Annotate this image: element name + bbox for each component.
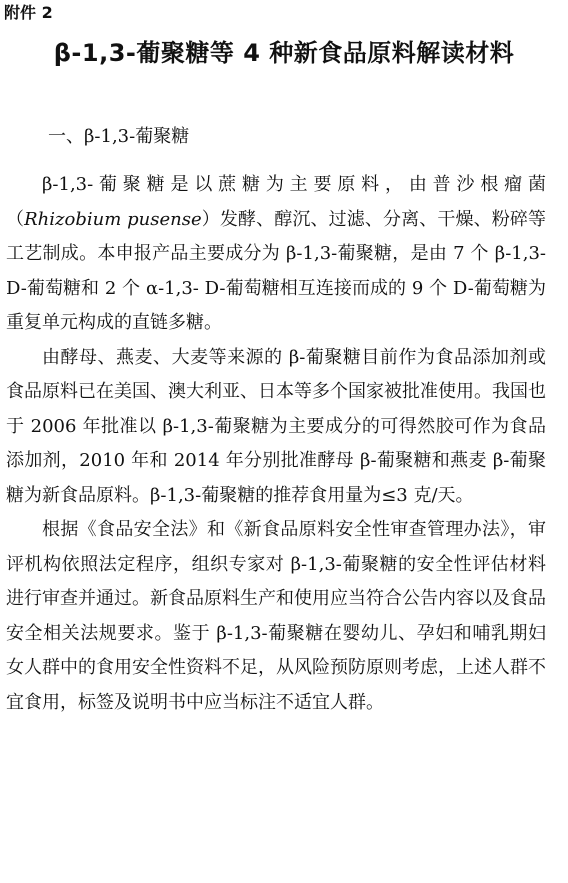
species-name: Rhizobium pusense (24, 208, 202, 230)
paragraph-1-part-before: β-1,3- 葡 聚 糖 是 以 蔗 糖 为 主 要 原 料 ， 由 普 沙 根 瘤 菌（ (6, 174, 546, 230)
paragraph-1 (6, 168, 546, 341)
paragraph-1-part-after: ）发酵、醇沉、过滤、分离、干燥、粉碎等工艺制成。本申报产品主要成分为 β-1,3-葡聚糖，是由 7 个 β-1,3- D-葡萄糖和 2 个 α-1,3- D-葡萄糖相互连接而成的 9 个 D-葡萄糖为重复单元构成的直链多糖。 (6, 208, 546, 333)
attachment-label: 附件 2 (4, 3, 53, 22)
paragraph-2: 由酵母、燕麦、大麦等来源的 β-葡聚糖目前作为食品添加剂或食品原料已在美国、澳大利亚、日本等多个国家被批准使用。我国也于 2006 年批准以 β-1,3-葡聚糖为主要成分的可得然胶可作为食品添加剂，2010 年和 2014 年分别批准酵母 β-葡聚糖和燕麦 β-葡聚糖为新食品原料。β-1,3-葡聚糖的推荐食用量为≤3 克/天。 (6, 346, 546, 506)
section-heading: 一、β-1,3-葡聚糖 (48, 126, 190, 147)
document-title: β-1,3-葡聚糖等 4 种新食品原料解读材料 (53, 39, 515, 67)
section-body (6, 168, 546, 720)
paragraph-3: 根据《食品安全法》和《新食品原料安全性审查管理办法》，审评机构依照法定程序，组织专家对 β-1,3-葡聚糖的安全性评估材料进行审查并通过。新食品原料生产和使用应当符合公告内容以及食品安全相关法规要求。鉴于 β-1,3-葡聚糖在婴幼儿、孕妇和哺乳期妇女人群中的食用安全性资料不足，从风险预防原则考虑，上述人群不宜食用，标签及说明书中应当标注不适宜人群。 (6, 519, 546, 713)
